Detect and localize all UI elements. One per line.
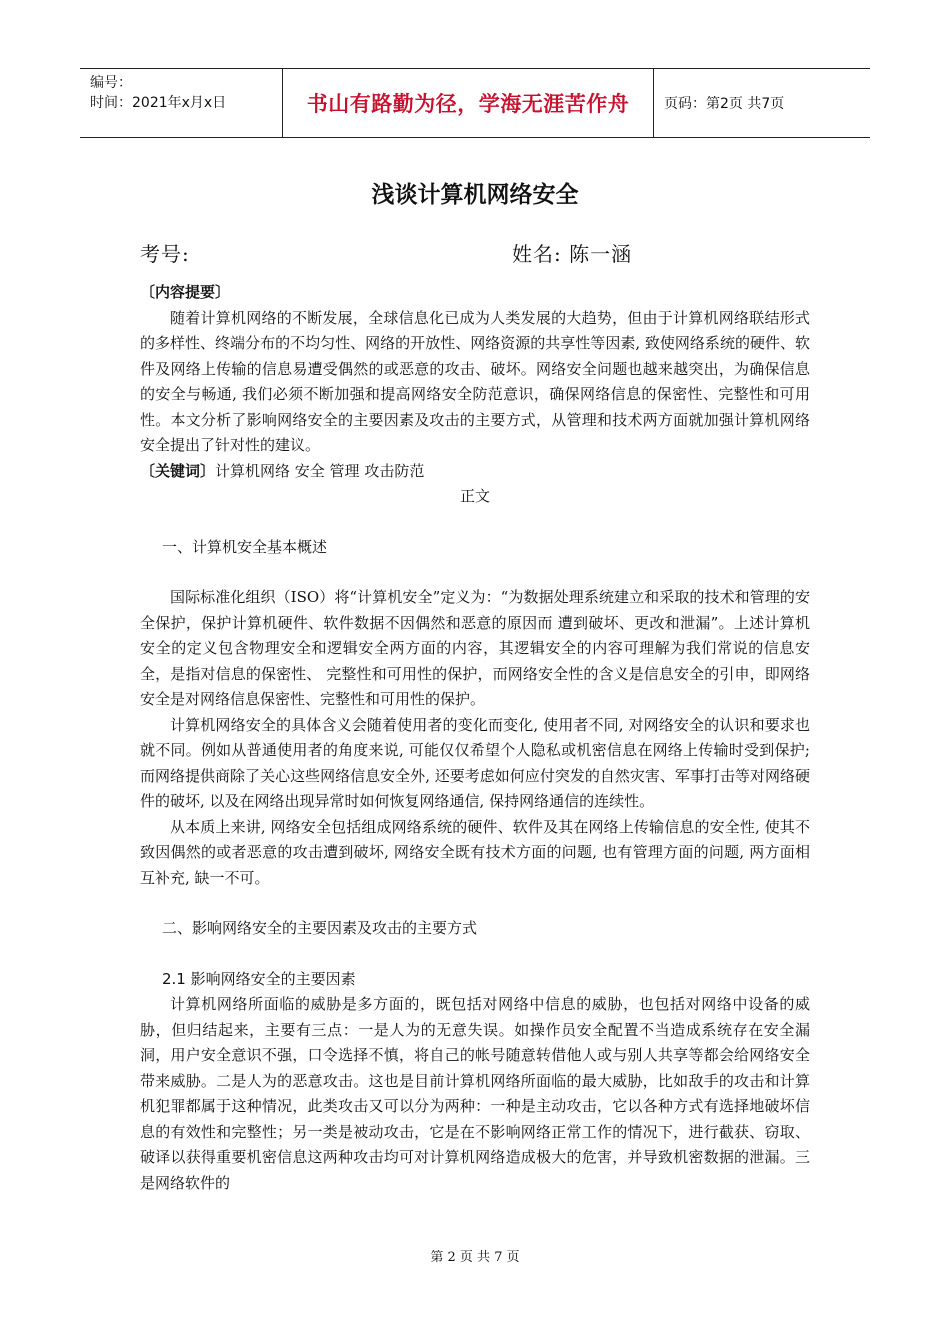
section-1-heading: 一、计算机安全基本概述: [162, 537, 328, 556]
abstract-paragraph: 随着计算机网络的不断发展，全球信息化已成为人类发展的大趋势，但由于计算机网络联结形式的多样性、终端分布的不均匀性、网络的开放性、网络资源的共享性等因素, 致使网络系统的硬件、软件及网络上传输的信息易遭受偶然的或恶意的攻击、破坏。网络安全问题也越来越突出，为确保信息的安全与畅通, 我们必须不断加强和提高网络安全防范意识，确保网络信息的保密性、完整性和可用性。本文分析了影响网络安全的主要因素及攻击的主要方式，从管理和技术两方面就加强计算机网络安全提出了针对性的建议。: [140, 308, 810, 454]
date-label: 时间：2021年x月x日: [90, 95, 227, 111]
document-body: [140, 280, 810, 1196]
section-1-paragraph-3: 从本质上来讲, 网络安全包括组成网络系统的硬件、软件及其在网络上传输信息的安全性, 使其不致因偶然的或者恶意的攻击遭到破坏, 网络安全既有技术方面的问题, 也有管理方面的问题, 两方面相互补充, 缺一不可。: [140, 817, 810, 887]
page-info: 页码：第2页 共7页: [664, 96, 785, 112]
number-label: 编号：: [90, 75, 132, 91]
section-2-1-heading: 2.1 影响网络安全的主要因素: [162, 969, 356, 988]
page-footer: 第 2 页 共 7 页: [430, 1250, 520, 1265]
abstract-heading: 〔内容提要〕: [140, 283, 231, 301]
header-left-cell: [80, 69, 282, 137]
section-2-heading: 二、影响网络安全的主要因素及攻击的主要方式: [162, 919, 478, 937]
body-label: 正文: [459, 487, 490, 505]
exam-number-label: 考号:: [140, 242, 190, 266]
document-title: 浅谈计算机网络安全: [371, 182, 579, 208]
header-table: [80, 68, 870, 138]
motto: 书山有路勤为径，学海无涯苦作舟: [282, 69, 654, 137]
section-1-paragraph-2: 计算机网络安全的具体含义会随着使用者的变化而变化, 使用者不同, 对网络安全的认识和要求也就不同。例如从普通使用者的角度来说, 可能仅仅希望个人隐私或机密信息在网络上传输时受到保护; 而网络提供商除了关心这些网络信息安全外, 还要考虑如何应付突发的自然灾害、军事打击等对网络硬件的破坏, 以及在网络出现异常时如何恢复网络通信, 保持网络通信的连续性。: [140, 715, 810, 810]
keywords-line: [140, 459, 810, 485]
section-2-1-paragraph: 计算机网络所面临的威胁是多方面的，既包括对网络中信息的威胁，也包括对网络中设备的威胁，但归结起来，主要有三点：一是人为的无意失误。如操作员安全配置不当造成系统存在安全漏洞，用户安全意识不强，口令选择不慎，将自己的帐号随意转借他人或与别人共享等都会给网络安全带来威胁。二是人为的恶意攻击。这也是目前计算机网络所面临的最大威胁，比如敌手的攻击和计算机犯罪都属于这种情况，此类攻击又可以分为两种：一种是主动攻击，它以各种方式有选择地破坏信息的有效性和完整性；另一类是被动攻击，它是在不影响网络正常工作的情况下，进行截获、窃取、破译以获得重要机密信息这两种攻击均可对计算机网络造成极大的危害，并导致机密数据的泄漏。三是网络软件的: [140, 995, 810, 1192]
keywords-text: 计算机网络 安全 管理 攻击防范: [215, 461, 425, 480]
keywords-label: 〔关键词〕: [140, 461, 216, 480]
section-1-paragraph-1: 国际标准化组织（ISO）将“计算机安全”定义为：“为数据处理系统建立和采取的技术和管理的安全保护，保护计算机硬件、软件数据不因偶然和恶意的原因而 遭到破坏、更改和泄漏”。上述计算机安全的定义包含物理安全和逻辑安全两方面的内容，其逻辑安全的内容可理解为我们常说的信息安全，是指对信息的保密性、 完整性和可用性的保护，而网络安全性的含义是信息安全的引申，即网络安全是对网络信息保密性、完整性和可用性的保护。: [140, 588, 810, 708]
author-name: 姓名: 陈一涵: [512, 242, 633, 266]
